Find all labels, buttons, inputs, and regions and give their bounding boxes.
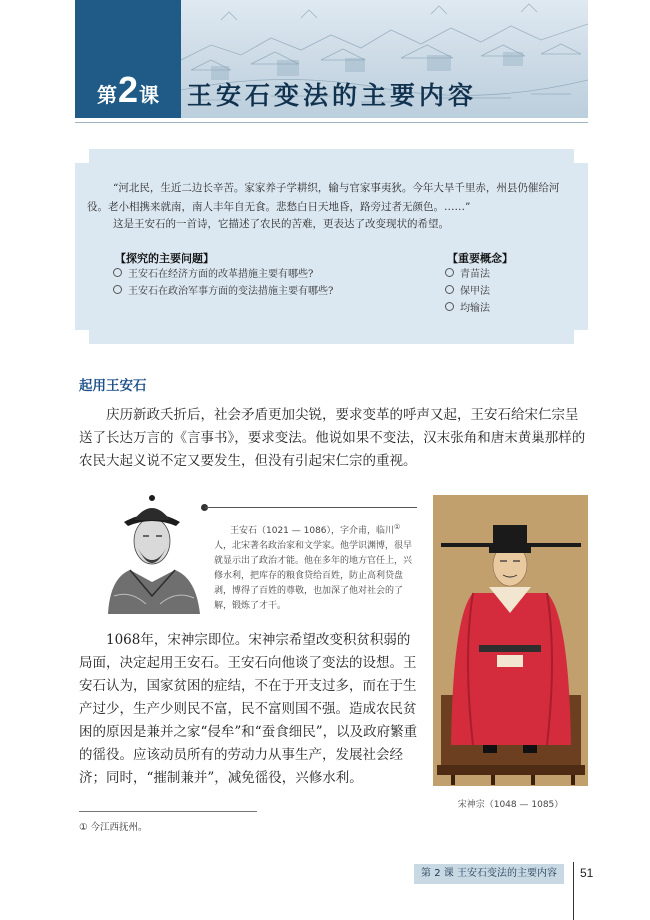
list-item: 王安石在经济方面的改革措施主要有哪些? [113, 266, 333, 283]
intro-poem: “河北民，生近二边长辛苦。家家养子学耕织，输与官家事夷狄。今年大旱千里赤，州县仍催给河役。老小相携来就南，南人丰年自无食。悲愁白日天地昏，路旁过者无颜色。……” [87, 182, 560, 213]
list-item: 保甲法 [445, 283, 490, 300]
circle-bullet-icon [445, 268, 454, 277]
portrait-caption: 王安石（1021 — 1086），字介甫，临川①人，北宋著名政治家和文学家。他学识渊博，很早就显示出了政治才能。他在多年的地方官任上，兴修水利，把库存的粮食贷给百姓，防止高利贷盘剥，博得了百姓的尊敬，也加深了他对社会的了解，锻炼了才干。 [214, 523, 413, 611]
list-item: 均输法 [445, 300, 490, 317]
lesson-title: 王安石变法的主要内容 [187, 81, 478, 110]
list-item: 王安石在政治军事方面的变法措施主要有哪些? [113, 283, 333, 300]
circle-bullet-icon [445, 285, 454, 294]
caption-rule [205, 507, 417, 508]
footnote-rule [79, 811, 257, 812]
header-divider [75, 122, 588, 123]
emperor-shenzong-portrait [433, 495, 588, 786]
circle-bullet-icon [113, 285, 122, 294]
lesson-suffix: 课 [139, 83, 160, 107]
body-paragraph: 庆历新政夭折后，社会矛盾更加尖锐，要求变革的呼声又起，王安石给宋仁宗呈送了长达万言的《言事书》，要求变法。他说如果不变法，汉末张角和唐末黄巢那样的农民大起义说不定又要发生，但没有引起宋仁宗的重视。 [79, 407, 586, 469]
questions-list [113, 266, 333, 300]
corner-notch [75, 149, 89, 163]
wang-anshi-portrait [100, 486, 205, 616]
lesson-number-badge [75, 0, 181, 118]
circle-bullet-icon [445, 302, 454, 311]
footnote-marker[interactable]: ① [394, 523, 401, 531]
body-paragraph: 1068年，宋神宗即位。宋神宗希望改变积贫积弱的局面，决定起用王安石。王安石向他谈了变法的设想。王安石认为，国家贫困的症结，不在于开支过多，而在于生产过少，生产少则民不富，民不富则国不强。造成农民贫困的原因是兼并之家“侵牟”和“蚕食细民”，以及政府繁重的徭役。应该动员所有的劳动力从事生产，发展社会经济；同时，“摧制兼并”，减免徭役，兴修水利。 [79, 632, 418, 786]
lesson-number: 2 [117, 69, 139, 110]
questions-heading: 【探究的主要问题】 [115, 252, 214, 265]
corner-notch [574, 149, 588, 163]
emperor-caption: 宋神宗（1048 — 1085） [457, 800, 564, 810]
list-item: 青苗法 [445, 266, 490, 283]
footnote: ① 今江西抚州。 [79, 822, 148, 833]
circle-bullet-icon [113, 268, 122, 277]
corner-notch [75, 330, 89, 344]
concepts-list [445, 266, 490, 317]
lesson-header [75, 0, 588, 118]
footer-running-title: 第 2 课 王安石变法的主要内容 [421, 868, 557, 879]
section-heading: 起用王安石 [79, 378, 147, 394]
intro-poem-note: 这是王安石的一首诗，它描述了农民的苦难，更表达了改变现状的希望。 [113, 218, 449, 230]
concepts-heading: 【重要概念】 [447, 252, 513, 265]
intro-box [75, 149, 588, 344]
footer-divider [573, 862, 574, 920]
corner-notch [574, 330, 588, 344]
lesson-prefix: 第 [96, 83, 117, 107]
page-number: 51 [580, 866, 594, 880]
